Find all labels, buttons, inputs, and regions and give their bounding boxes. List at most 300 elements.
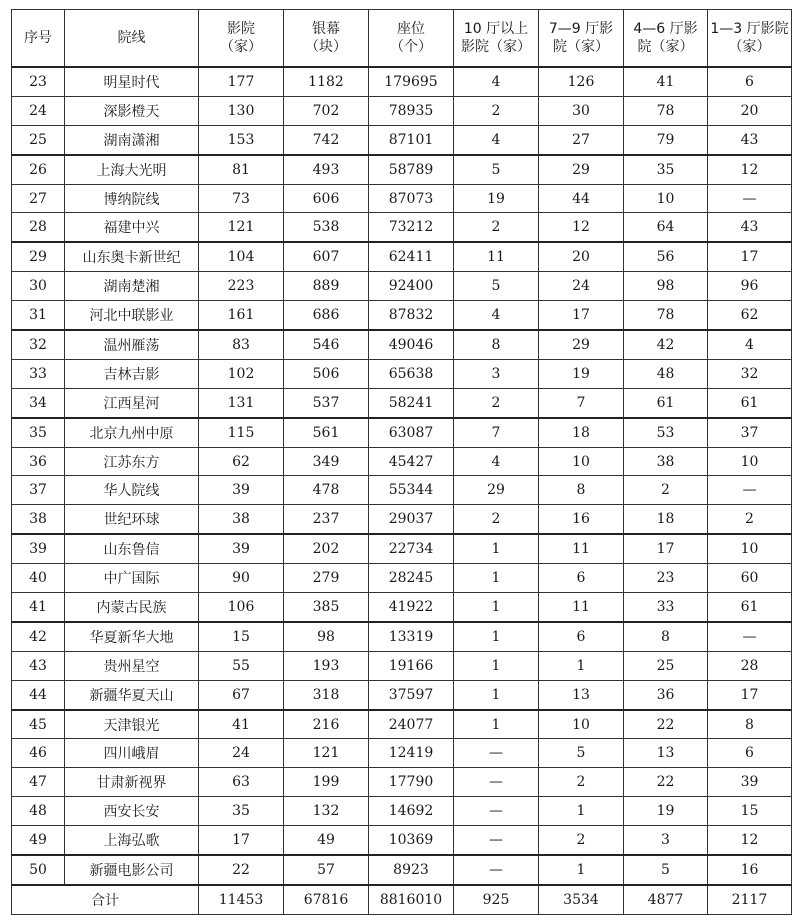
col-7-9-halls-cell: 20 xyxy=(539,242,624,271)
col-seats-cell: 12419 xyxy=(369,739,454,768)
col-screens-total: 67816 xyxy=(284,885,369,915)
col-seats-cell: 87073 xyxy=(369,184,454,213)
col-index-cell: 23 xyxy=(12,67,65,96)
col-index-cell: 31 xyxy=(12,301,65,330)
col-1-3-halls-cell: 16 xyxy=(708,855,792,885)
col-4-6-halls-cell: 19 xyxy=(624,797,708,826)
header-line-1: 10 厅以上 xyxy=(463,21,529,37)
col-cinemas-cell: 41 xyxy=(199,710,284,739)
col-seats-cell: 24077 xyxy=(369,710,454,739)
col-seats-cell: 8923 xyxy=(369,855,454,885)
table-row xyxy=(12,505,792,534)
col-1-3-halls-cell: 20 xyxy=(708,96,792,125)
col-10plus-halls-cell: 5 xyxy=(454,155,539,184)
table-row xyxy=(12,826,792,855)
col-index-cell: 49 xyxy=(12,826,65,855)
col-7-9-halls-cell: 13 xyxy=(539,680,624,709)
col-4-6-halls-cell: 48 xyxy=(624,359,708,388)
col-10plus-halls-cell: 2 xyxy=(454,213,539,242)
table-row xyxy=(12,67,792,96)
col-7-9-halls-cell: 11 xyxy=(539,593,624,622)
table-row xyxy=(12,359,792,388)
col-screens-cell: 216 xyxy=(284,710,369,739)
table-row xyxy=(12,768,792,797)
col-circuit-cell: 上海弘歌 xyxy=(65,826,199,855)
col-cinemas-cell: 131 xyxy=(199,388,284,417)
col-circuit-cell: 山东奥卡新世纪 xyxy=(65,242,199,271)
col-10plus-halls-cell: — xyxy=(454,855,539,885)
header-line-2: （个） xyxy=(390,39,432,55)
header-line-2: 影院（家） xyxy=(461,39,531,55)
col-circuit-cell: 温州雁荡 xyxy=(65,330,199,359)
table-row xyxy=(12,125,792,154)
col-7-9-halls-cell: 18 xyxy=(539,418,624,447)
col-circuit-cell: 湖南潇湘 xyxy=(65,125,199,154)
col-1-3-halls-cell: 37 xyxy=(708,418,792,447)
col-index-cell: 45 xyxy=(12,710,65,739)
col-cinemas-cell: 38 xyxy=(199,505,284,534)
col-4-6-halls-cell: 36 xyxy=(624,680,708,709)
col-screens-cell: 561 xyxy=(284,418,369,447)
col-1-3-halls-header xyxy=(708,10,792,68)
col-4-6-halls-cell: 38 xyxy=(624,447,708,476)
col-7-9-halls-cell: 16 xyxy=(539,505,624,534)
col-7-9-halls-cell: 5 xyxy=(539,739,624,768)
col-screens-cell: 686 xyxy=(284,301,369,330)
header-line-2: 院（家） xyxy=(553,39,609,55)
col-circuit-cell: 明星时代 xyxy=(65,67,199,96)
col-10plus-halls-cell: 1 xyxy=(454,564,539,593)
col-7-9-halls-header xyxy=(539,10,624,68)
col-7-9-halls-cell: 12 xyxy=(539,213,624,242)
col-cinemas-cell: 161 xyxy=(199,301,284,330)
header-line-1: 院线 xyxy=(117,30,146,46)
col-7-9-halls-cell: 6 xyxy=(539,622,624,651)
col-7-9-halls-cell: 17 xyxy=(539,301,624,330)
col-10plus-halls-cell: 1 xyxy=(454,680,539,709)
col-index-cell: 25 xyxy=(12,125,65,154)
header-line-1: 座位 xyxy=(397,21,425,37)
col-10plus-halls-cell: 4 xyxy=(454,125,539,154)
col-1-3-halls-cell: 15 xyxy=(708,797,792,826)
col-seats-cell: 45427 xyxy=(369,447,454,476)
col-4-6-halls-cell: 64 xyxy=(624,213,708,242)
col-seats-cell: 58789 xyxy=(369,155,454,184)
col-cinemas-cell: 223 xyxy=(199,272,284,301)
col-circuit-cell: 新疆华夏天山 xyxy=(65,680,199,709)
col-10plus-halls-cell: 3 xyxy=(454,359,539,388)
col-7-9-halls-cell: 7 xyxy=(539,388,624,417)
col-cinemas-cell: 17 xyxy=(199,826,284,855)
table-row xyxy=(12,242,792,271)
col-index-cell: 26 xyxy=(12,155,65,184)
col-index-cell: 27 xyxy=(12,184,65,213)
col-cinemas-cell: 121 xyxy=(199,213,284,242)
table-row xyxy=(12,213,792,242)
col-4-6-halls-cell: 25 xyxy=(624,651,708,680)
col-circuit-cell: 华人院线 xyxy=(65,476,199,505)
col-seats-cell: 58241 xyxy=(369,388,454,417)
col-4-6-halls-cell: 78 xyxy=(624,96,708,125)
col-screens-cell: 385 xyxy=(284,593,369,622)
col-1-3-halls-cell: 2 xyxy=(708,505,792,534)
col-cinemas-cell: 39 xyxy=(199,534,284,563)
col-1-3-halls-cell: 28 xyxy=(708,651,792,680)
col-index-cell: 36 xyxy=(12,447,65,476)
table-row xyxy=(12,680,792,709)
col-index-cell: 30 xyxy=(12,272,65,301)
table-row xyxy=(12,447,792,476)
col-index-cell: 44 xyxy=(12,680,65,709)
col-10plus-halls-cell: 4 xyxy=(454,67,539,96)
col-circuit-cell: 甘肃新视界 xyxy=(65,768,199,797)
col-7-9-halls-cell: 27 xyxy=(539,125,624,154)
col-cinemas-cell: 153 xyxy=(199,125,284,154)
col-screens-cell: 193 xyxy=(284,651,369,680)
col-cinemas-cell: 115 xyxy=(199,418,284,447)
col-index-cell: 41 xyxy=(12,593,65,622)
col-seats-cell: 41922 xyxy=(369,593,454,622)
col-circuit-cell: 北京九州中原 xyxy=(65,418,199,447)
table-row xyxy=(12,593,792,622)
col-circuit-cell: 江西星河 xyxy=(65,388,199,417)
col-4-6-halls-cell: 13 xyxy=(624,739,708,768)
col-screens-cell: 237 xyxy=(284,505,369,534)
col-seats-cell: 179695 xyxy=(369,67,454,96)
col-4-6-halls-cell: 42 xyxy=(624,330,708,359)
col-index-cell: 38 xyxy=(12,505,65,534)
col-7-9-halls-cell: 10 xyxy=(539,710,624,739)
table-row xyxy=(12,96,792,125)
col-1-3-halls-cell: 12 xyxy=(708,826,792,855)
header-line-1: 4—6 厅影 xyxy=(633,21,698,37)
col-1-3-halls-cell: 39 xyxy=(708,768,792,797)
col-circuit-cell: 福建中兴 xyxy=(65,213,199,242)
col-1-3-halls-cell: 61 xyxy=(708,593,792,622)
col-index-cell: 46 xyxy=(12,739,65,768)
col-1-3-halls-cell: — xyxy=(708,622,792,651)
col-4-6-halls-cell: 3 xyxy=(624,826,708,855)
col-screens-cell: 546 xyxy=(284,330,369,359)
col-7-9-halls-cell: 11 xyxy=(539,534,624,563)
col-index-cell: 29 xyxy=(12,242,65,271)
col-seats-cell: 28245 xyxy=(369,564,454,593)
col-cinemas-cell: 130 xyxy=(199,96,284,125)
col-circuit-cell: 上海大光明 xyxy=(65,155,199,184)
col-index-cell: 35 xyxy=(12,418,65,447)
col-cinemas-cell: 67 xyxy=(199,680,284,709)
col-1-3-halls-cell: 96 xyxy=(708,272,792,301)
cinema-circuit-table xyxy=(11,9,792,915)
col-circuit-cell: 湖南楚湘 xyxy=(65,272,199,301)
col-seats-cell: 22734 xyxy=(369,534,454,563)
col-10plus-halls-cell: 4 xyxy=(454,301,539,330)
col-index-cell: 43 xyxy=(12,651,65,680)
col-seats-cell: 65638 xyxy=(369,359,454,388)
col-screens-cell: 132 xyxy=(284,797,369,826)
col-cinemas-cell: 22 xyxy=(199,855,284,885)
col-seats-cell: 17790 xyxy=(369,768,454,797)
col-screens-cell: 742 xyxy=(284,125,369,154)
col-7-9-halls-cell: 1 xyxy=(539,855,624,885)
col-10plus-halls-cell: — xyxy=(454,739,539,768)
col-4-6-halls-cell: 17 xyxy=(624,534,708,563)
col-seats-cell: 37597 xyxy=(369,680,454,709)
col-cinemas-cell: 90 xyxy=(199,564,284,593)
col-cinemas-cell: 55 xyxy=(199,651,284,680)
col-screens-cell: 318 xyxy=(284,680,369,709)
col-circuit-cell: 河北中联影业 xyxy=(65,301,199,330)
col-10plus-halls-cell: 11 xyxy=(454,242,539,271)
col-10plus-halls-cell: 29 xyxy=(454,476,539,505)
table-row xyxy=(12,797,792,826)
col-seats-cell: 63087 xyxy=(369,418,454,447)
col-1-3-halls-cell: 17 xyxy=(708,680,792,709)
table-row xyxy=(12,739,792,768)
col-index-cell: 47 xyxy=(12,768,65,797)
col-4-6-halls-header xyxy=(624,10,708,68)
col-1-3-halls-cell: 32 xyxy=(708,359,792,388)
table-row xyxy=(12,476,792,505)
col-cinemas-cell: 73 xyxy=(199,184,284,213)
col-4-6-halls-cell: 8 xyxy=(624,622,708,651)
col-circuit-cell: 西安长安 xyxy=(65,797,199,826)
col-10plus-halls-cell: 1 xyxy=(454,710,539,739)
col-index-cell: 42 xyxy=(12,622,65,651)
col-10plus-halls-total: 925 xyxy=(454,885,539,915)
table-row xyxy=(12,651,792,680)
table-body xyxy=(12,67,792,885)
col-4-6-halls-cell: 41 xyxy=(624,67,708,96)
col-1-3-halls-cell: 43 xyxy=(708,213,792,242)
col-1-3-halls-cell: — xyxy=(708,184,792,213)
col-screens-cell: 606 xyxy=(284,184,369,213)
col-7-9-halls-cell: 2 xyxy=(539,768,624,797)
col-seats-cell: 55344 xyxy=(369,476,454,505)
col-index-cell: 28 xyxy=(12,213,65,242)
col-1-3-halls-cell: 43 xyxy=(708,125,792,154)
col-1-3-halls-cell: 61 xyxy=(708,388,792,417)
table-row xyxy=(12,330,792,359)
header-line-1: 影院 xyxy=(227,21,255,37)
col-7-9-halls-cell: 29 xyxy=(539,330,624,359)
col-index-cell: 37 xyxy=(12,476,65,505)
col-4-6-halls-cell: 35 xyxy=(624,155,708,184)
col-7-9-halls-cell: 126 xyxy=(539,67,624,96)
col-10plus-halls-cell: 7 xyxy=(454,418,539,447)
col-4-6-halls-cell: 78 xyxy=(624,301,708,330)
col-seats-cell: 13319 xyxy=(369,622,454,651)
header-line-2: 院（家） xyxy=(637,39,694,55)
table-row xyxy=(12,272,792,301)
col-4-6-halls-cell: 22 xyxy=(624,710,708,739)
col-seats-cell: 87101 xyxy=(369,125,454,154)
col-4-6-halls-cell: 98 xyxy=(624,272,708,301)
col-1-3-halls-cell: 10 xyxy=(708,534,792,563)
col-7-9-halls-cell: 29 xyxy=(539,155,624,184)
col-cinemas-cell: 81 xyxy=(199,155,284,184)
col-circuit-cell: 中广国际 xyxy=(65,564,199,593)
col-cinemas-total: 11453 xyxy=(199,885,284,915)
col-10plus-halls-cell: 2 xyxy=(454,505,539,534)
col-index-cell: 34 xyxy=(12,388,65,417)
col-seats-total: 8816010 xyxy=(369,885,454,915)
col-4-6-halls-cell: 33 xyxy=(624,593,708,622)
col-screens-cell: 506 xyxy=(284,359,369,388)
col-10plus-halls-cell: 1 xyxy=(454,534,539,563)
col-screens-cell: 537 xyxy=(284,388,369,417)
col-4-6-halls-cell: 61 xyxy=(624,388,708,417)
col-circuit-cell: 吉林吉影 xyxy=(65,359,199,388)
col-seats-cell: 49046 xyxy=(369,330,454,359)
table-row xyxy=(12,710,792,739)
col-10plus-halls-cell: 8 xyxy=(454,330,539,359)
header-line-2: （块） xyxy=(305,39,347,55)
col-4-6-halls-cell: 56 xyxy=(624,242,708,271)
col-10plus-halls-cell: 1 xyxy=(454,593,539,622)
col-10plus-halls-cell: 4 xyxy=(454,447,539,476)
col-screens-cell: 199 xyxy=(284,768,369,797)
col-seats-cell: 87832 xyxy=(369,301,454,330)
col-1-3-halls-cell: 6 xyxy=(708,739,792,768)
col-screens-cell: 349 xyxy=(284,447,369,476)
header-line-2: （家） xyxy=(220,39,262,55)
col-4-6-halls-cell: 2 xyxy=(624,476,708,505)
col-cinemas-cell: 83 xyxy=(199,330,284,359)
col-4-6-halls-cell: 79 xyxy=(624,125,708,154)
col-screens-header xyxy=(284,10,369,68)
table-row xyxy=(12,388,792,417)
col-cinemas-header xyxy=(199,10,284,68)
col-index-cell: 40 xyxy=(12,564,65,593)
col-seats-cell: 78935 xyxy=(369,96,454,125)
col-1-3-halls-total: 2117 xyxy=(708,885,792,915)
col-screens-cell: 607 xyxy=(284,242,369,271)
table-row xyxy=(12,855,792,885)
col-4-6-halls-cell: 23 xyxy=(624,564,708,593)
col-1-3-halls-cell: 6 xyxy=(708,67,792,96)
col-screens-cell: 57 xyxy=(284,855,369,885)
total-row xyxy=(12,885,792,915)
col-seats-header xyxy=(369,10,454,68)
col-1-3-halls-cell: 60 xyxy=(708,564,792,593)
col-10plus-halls-cell: 2 xyxy=(454,96,539,125)
col-10plus-halls-cell: — xyxy=(454,768,539,797)
col-circuit-cell: 江苏东方 xyxy=(65,447,199,476)
col-seats-cell: 73212 xyxy=(369,213,454,242)
col-index-cell: 48 xyxy=(12,797,65,826)
col-cinemas-cell: 15 xyxy=(199,622,284,651)
header-row xyxy=(12,10,792,68)
table-row xyxy=(12,622,792,651)
col-cinemas-cell: 106 xyxy=(199,593,284,622)
col-seats-cell: 19166 xyxy=(369,651,454,680)
col-screens-cell: 279 xyxy=(284,564,369,593)
col-circuit-cell: 博纳院线 xyxy=(65,184,199,213)
col-screens-cell: 202 xyxy=(284,534,369,563)
col-10plus-halls-cell: 1 xyxy=(454,651,539,680)
col-cinemas-cell: 177 xyxy=(199,67,284,96)
col-screens-cell: 98 xyxy=(284,622,369,651)
col-index-cell: 32 xyxy=(12,330,65,359)
col-circuit-cell: 世纪环球 xyxy=(65,505,199,534)
col-cinemas-cell: 24 xyxy=(199,739,284,768)
col-7-9-halls-cell: 1 xyxy=(539,651,624,680)
col-circuit-cell: 天津银光 xyxy=(65,710,199,739)
col-screens-cell: 478 xyxy=(284,476,369,505)
col-4-6-halls-cell: 5 xyxy=(624,855,708,885)
header-line-1: 序号 xyxy=(24,30,52,46)
col-7-9-halls-cell: 2 xyxy=(539,826,624,855)
col-seats-cell: 92400 xyxy=(369,272,454,301)
col-index-cell: 50 xyxy=(12,855,65,885)
col-1-3-halls-cell: 8 xyxy=(708,710,792,739)
col-index-cell: 24 xyxy=(12,96,65,125)
table-row xyxy=(12,301,792,330)
total-label: 合计 xyxy=(12,885,199,915)
col-index-header xyxy=(12,10,65,68)
col-seats-cell: 14692 xyxy=(369,797,454,826)
col-10plus-halls-cell: 2 xyxy=(454,388,539,417)
col-screens-cell: 889 xyxy=(284,272,369,301)
col-circuit-cell: 新疆电影公司 xyxy=(65,855,199,885)
col-7-9-halls-cell: 44 xyxy=(539,184,624,213)
col-4-6-halls-cell: 22 xyxy=(624,768,708,797)
col-circuit-cell: 内蒙古民族 xyxy=(65,593,199,622)
col-1-3-halls-cell: 4 xyxy=(708,330,792,359)
col-1-3-halls-cell: — xyxy=(708,476,792,505)
col-4-6-halls-cell: 18 xyxy=(624,505,708,534)
col-screens-cell: 538 xyxy=(284,213,369,242)
col-screens-cell: 702 xyxy=(284,96,369,125)
col-seats-cell: 29037 xyxy=(369,505,454,534)
col-4-6-halls-total: 4877 xyxy=(624,885,708,915)
col-index-cell: 33 xyxy=(12,359,65,388)
col-10plus-halls-cell: — xyxy=(454,797,539,826)
col-index-cell: 39 xyxy=(12,534,65,563)
col-7-9-halls-total: 3534 xyxy=(539,885,624,915)
col-7-9-halls-cell: 6 xyxy=(539,564,624,593)
col-7-9-halls-cell: 24 xyxy=(539,272,624,301)
col-7-9-halls-cell: 8 xyxy=(539,476,624,505)
col-1-3-halls-cell: 17 xyxy=(708,242,792,271)
col-circuit-cell: 四川峨眉 xyxy=(65,739,199,768)
table-row xyxy=(12,418,792,447)
col-4-6-halls-cell: 10 xyxy=(624,184,708,213)
header-line-1: 银幕 xyxy=(312,21,340,37)
col-10plus-halls-cell: 5 xyxy=(454,272,539,301)
header-line-2: （家） xyxy=(728,39,771,55)
col-1-3-halls-cell: 12 xyxy=(708,155,792,184)
col-circuit-cell: 华夏新华大地 xyxy=(65,622,199,651)
col-cinemas-cell: 39 xyxy=(199,476,284,505)
col-cinemas-cell: 35 xyxy=(199,797,284,826)
col-seats-cell: 62411 xyxy=(369,242,454,271)
col-7-9-halls-cell: 19 xyxy=(539,359,624,388)
col-4-6-halls-cell: 53 xyxy=(624,418,708,447)
col-seats-cell: 10369 xyxy=(369,826,454,855)
col-1-3-halls-cell: 62 xyxy=(708,301,792,330)
col-circuit-cell: 贵州星空 xyxy=(65,651,199,680)
table-row xyxy=(12,155,792,184)
header-line-1: 1—3 厅影院 xyxy=(710,21,789,37)
col-cinemas-cell: 104 xyxy=(199,242,284,271)
table-row xyxy=(12,564,792,593)
table-row xyxy=(12,184,792,213)
col-cinemas-cell: 102 xyxy=(199,359,284,388)
col-circuit-cell: 深影橙天 xyxy=(65,96,199,125)
col-1-3-halls-cell: 10 xyxy=(708,447,792,476)
